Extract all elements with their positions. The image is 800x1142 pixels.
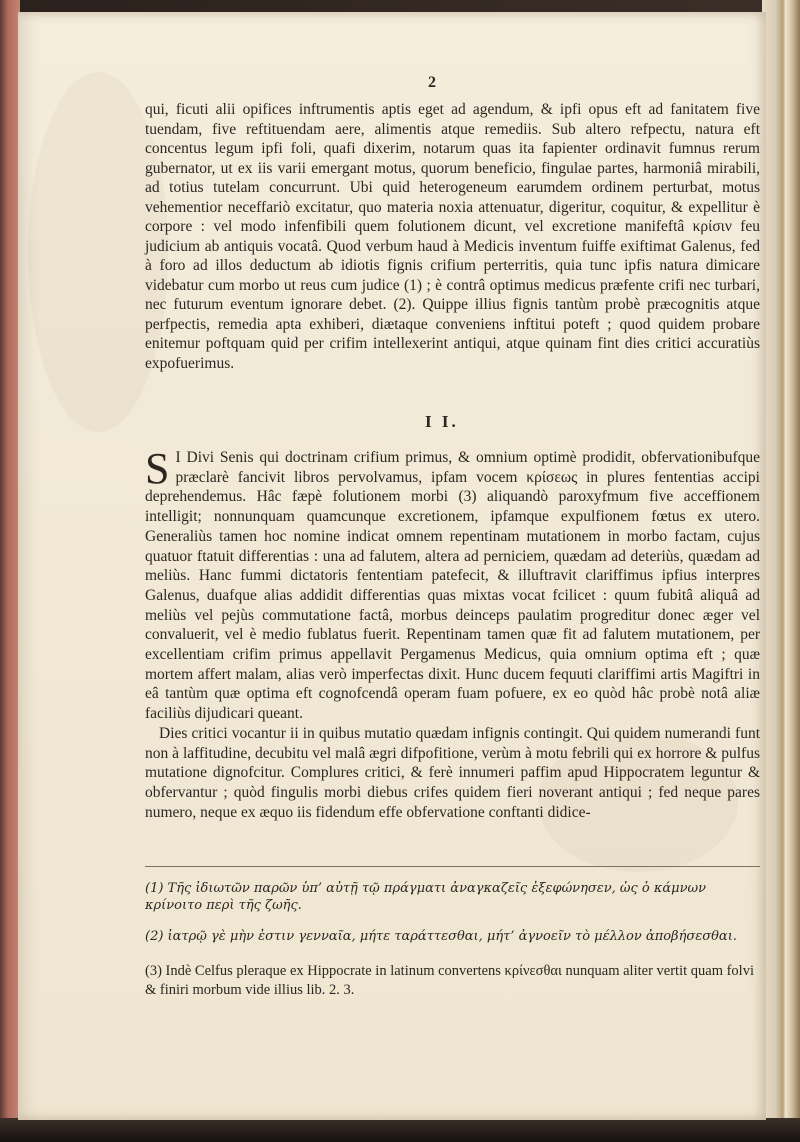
book-right-edge xyxy=(762,0,800,1120)
footnote-rule xyxy=(145,866,760,867)
footnote-3: (3) Indè Celfus pleraque ex Hippocrate in latinum convertens κρίνεσθαι nunquam aliter vertit quam folvi & finiri morbum vide illius lib. 2. 3. xyxy=(145,963,754,998)
section-paragraph-2: Dies critici vocantur ii in quibus mutatio quædam infignis contingit. Qui quidem numerandi funt non à laffitudine, decubitu vel malâ ægri difpofitione, verùm à motu febrili qui ex horrore & pulfus mutatione dignofcitur. Complures critici, & ferè innumeri paffim apud Hippocratem leguntur & obfervantur ; quòd fingulis morbi diebus crifes quidem fieri noverant antiqui ; fed neque pares numero, neque ex æquo iis fidendum effe obfervatione conftanti didice- xyxy=(145,724,760,821)
book-bottom-edge xyxy=(0,1118,800,1142)
footnote-2: (2) ἰατρῷ γὲ μὴν ἐστιν γενναῖα, μήτε ταράττεσθαι, μήτ’ ἀγνοεῖν τὸ μέλλον ἀποβήσεσθαι. xyxy=(145,929,737,944)
book-left-edge xyxy=(0,0,20,1142)
section-paragraph-1: I Divi Senis qui doctrinam crifium primus, & omnium optimè prodidit, obfervationibufque præclarè fancivit libros pervolvamus, ipfam vocem κρίσεως in plures fententias accipi deprehendemus. Hâc fæpè folutionem morbi (3) aliquandò paroxyfmum five acceffionem intelligit; nonnunquam quamcunque excretionem, ipfamque expulfionem fœtus ex utero. Generaliùs tamen hoc nomine indicat omnem repentinam mutationem in morbo factam, cujus quatuor ftatuit differentias : una ad falutem, altera ad perniciem, quædam ad deteriùs, quædam ad meliùs. Hanc fummi dictatoris fententiam patefecit, & illuftravit clariffimus ipfius interpres Galenus, duafque alias addidit differentias quas mixtas vocat fcilicet : quum fubitâ aliquâ ad meliùs vel pejùs commutatione factâ, morbus deinceps paulatim progreditur donec æger vel convaluerit, vel è medio fublatus fuerit. Repentinam tamen quæ fit ad falutem mutationem, per excellentiam crifim primus appellavit Pergamenus Medicus, quia omnium optima eft ; quæ mortem affert malam, alias verò imperfectas dixit. Hunc ducem fequuti clariffimi artis Magiftri in eâ tantùm quæ optima eft cognofcendâ operam fuam pofuere, ex eo quòd hâc probè notâ aliæ faciliùs dijudicari queant. xyxy=(145,449,760,723)
footnote-1: (1) Τῆς ἰδιωτῶν παρῶν ὑπ’ αὐτῇ τῷ πράγματι ἀναγκαζεῖς ἐξεφώνησεν, ὡς ὁ κάμνων κρίνοιτο περὶ τῆς ζωῆς. xyxy=(145,881,707,913)
page-number: 2 xyxy=(428,74,436,91)
drop-cap: S xyxy=(145,444,170,493)
section-heading: I I. xyxy=(425,412,459,431)
section-body xyxy=(145,444,760,822)
intro-paragraph: qui, ficuti alii opifices inftrumentis aptis eget ad agendum, & ipfi opus eft ad fanitatem five tuendam, five reftituendam aere, alimentis atque remediis. Sub altero refpectu, natura eft concentus legum ipfi foli, quafi dixerim, notarum quas ita fapienter ordinavit fumnus rerum gubernator, ut ex iis varii emergant motus, quorum beneficio, fingulae partes, harmoniâ mirabili, ad totius tutelam concurrunt. Ubi quid heterogeneum earumdem ordinem perturbat, motus vehementior neceffariò excitatur, quo materia noxia attenuatur, digeritur, coquitur, & expellitur è corpore : vel modo infenfibili quem folutionem dicunt, vel excretione manifeftâ κρίσιν feu judicium ab antiquis vocatâ. Quod verbum haud à Medicis inventum fuiffe exiftimat Galenus, fed à foro ad illos deductum ab idiotis fignis crifium perterritis, quia tunc ipfis natura dimicare videbatur cum morbo ut reus cum judice (1) ; è contrâ optimus medicus præfente crifi nec turbari, nec futurum eventum ignorare debet. (2). Quippe illius fignis tantùm probè præcognitis atque perfpectis, remedia apta exhiberi, diætaque conveniens inftitui poteft ; quod quidem probare enitemur poftquam quid per crifim intellexerint antiqui, atque quinam fint dies critici accuratiùs expofuerimus. xyxy=(145,101,760,372)
